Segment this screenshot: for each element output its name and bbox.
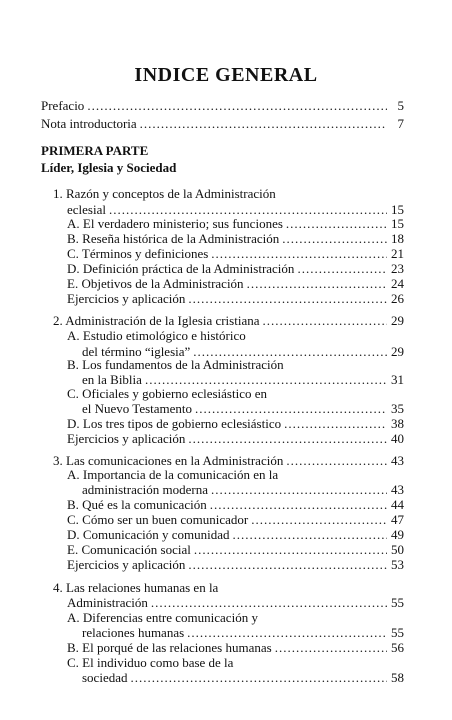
toc-entry-page: 21: [391, 246, 404, 261]
dot-leader: [247, 276, 387, 291]
toc-entry: [67, 416, 404, 431]
toc-entry-label: A. Diferencias entre comunicación y: [67, 610, 258, 625]
toc-entry-page: 55: [391, 625, 404, 640]
chapter-title: 4. Las relaciones humanas en la: [53, 580, 219, 595]
dot-leader: [188, 557, 387, 572]
toc-entry-page: 43: [391, 482, 404, 497]
toc-entry-label: administración moderna: [82, 482, 208, 497]
toc-entry-label: A. El verdadero ministerio; sus funciones: [67, 216, 283, 231]
part-heading: PRIMERA PARTE: [41, 143, 149, 158]
chapter-title: 2. Administración de la Iglesia cristiana: [53, 313, 260, 328]
toc-entry-page: 31: [391, 372, 404, 387]
toc-entry-page: 15: [391, 202, 404, 217]
toc-entry-label: Ejercicios y aplicación: [67, 431, 186, 446]
chapter-title-cont: eclesial: [67, 202, 106, 217]
toc-entry: [82, 372, 404, 387]
toc-entry-page: 7: [397, 116, 404, 131]
toc-entry-label: en la Biblia: [82, 372, 142, 387]
dot-leader: [232, 527, 387, 542]
dot-leader: [145, 372, 387, 387]
toc-entry-label: A. Importancia de la comunicación en la: [67, 467, 279, 482]
dot-leader: [188, 431, 387, 446]
toc-entry: [67, 497, 404, 512]
toc-entry-page: 50: [391, 542, 404, 557]
toc-entry-label: B. Reseña histórica de la Administración: [67, 231, 280, 246]
toc-entry-page: 29: [391, 344, 404, 359]
toc-entry: [67, 216, 404, 231]
toc-entry-page: 24: [391, 276, 404, 291]
dot-leader: [211, 482, 387, 497]
part-subtitle: Líder, Iglesia y Sociedad: [41, 160, 177, 175]
dot-leader: [188, 291, 387, 306]
dot-leader: [130, 670, 387, 685]
dot-leader: [109, 202, 387, 217]
dot-leader: [275, 640, 387, 655]
toc-entry: [67, 231, 404, 246]
dot-leader: [282, 231, 387, 246]
toc-entry: [67, 640, 404, 655]
toc-entry-label: C. Oficiales y gobierno eclesiástico en: [67, 386, 267, 401]
toc-entry: [67, 291, 404, 306]
chapter-title-line: [53, 453, 404, 468]
toc-entry: [82, 625, 404, 640]
dot-leader: [195, 401, 387, 416]
dot-leader: [187, 625, 387, 640]
toc-entry-page: 56: [391, 640, 404, 655]
toc-entry-label: relaciones humanas: [82, 625, 185, 640]
dot-leader: [140, 116, 387, 131]
chapter-title: 1. Razón y conceptos de la Administración: [53, 186, 276, 201]
dot-leader: [286, 453, 387, 468]
toc-entry-preface: [41, 98, 404, 113]
dot-leader: [263, 313, 388, 328]
toc-entry-label: Ejercicios y aplicación: [67, 557, 186, 572]
toc-entry-label: C. Cómo ser un buen comunicador: [67, 512, 249, 527]
toc-entry-page: 40: [391, 431, 404, 446]
toc-entry-label: D. Definición práctica de la Administración: [67, 261, 295, 276]
dot-leader: [210, 497, 387, 512]
chapter-title: 3. Las comunicaciones en la Administración: [53, 453, 284, 468]
toc-entry-label: del término “iglesia”: [82, 344, 191, 359]
toc-entry-page: 38: [391, 416, 404, 431]
dot-leader: [297, 261, 387, 276]
toc-entry-page: 49: [391, 527, 404, 542]
toc-entry-page: 44: [391, 497, 404, 512]
toc-entry: [67, 246, 404, 261]
toc-entry-label: D. Comunicación y comunidad: [67, 527, 230, 542]
toc-entry: [82, 670, 404, 685]
chapter-title-line: [67, 202, 404, 217]
toc-entry-page: 35: [391, 401, 404, 416]
chapter-title-line: [67, 595, 404, 610]
toc-entry: [67, 527, 404, 542]
toc-entry: [67, 512, 404, 527]
toc-entry-page: 29: [391, 313, 404, 328]
toc-entry-label: B. Qué es la comunicación: [67, 497, 207, 512]
chapter-title-cont: Administración: [67, 595, 148, 610]
toc-entry-page: 53: [391, 557, 404, 572]
toc-entry-label: C. El individuo como base de la: [67, 655, 234, 670]
toc-entry-label: C. Términos y definiciones: [67, 246, 209, 261]
dot-leader: [251, 512, 387, 527]
toc-entry-label: B. Los fundamentos de la Administración: [67, 357, 284, 372]
toc-entry-label: Nota introductoria: [41, 116, 137, 131]
dot-leader: [284, 416, 387, 431]
toc-entry: [67, 261, 404, 276]
page-title: INDICE GENERAL: [134, 64, 318, 86]
toc-entry-page: 15: [391, 216, 404, 231]
toc-entry-label: D. Los tres tipos de gobierno eclesiástico: [67, 416, 282, 431]
toc-entry-label: Prefacio: [41, 98, 85, 113]
toc-entry-page: 58: [391, 670, 404, 685]
toc-entry: [82, 401, 404, 416]
dot-leader: [211, 246, 387, 261]
toc-entry: [67, 542, 404, 557]
toc-entry-label: Ejercicios y aplicación: [67, 291, 186, 306]
toc-entry-page: 23: [391, 261, 404, 276]
toc-entry-label: A. Estudio etimológico e histórico: [67, 328, 246, 343]
toc-entry-label: sociedad: [82, 670, 128, 685]
toc-entry-label: el Nuevo Testamento: [82, 401, 193, 416]
dot-leader: [194, 542, 387, 557]
toc-entry-page: 18: [391, 231, 404, 246]
dot-leader: [151, 595, 387, 610]
toc-entry-intro-note: [41, 116, 404, 131]
toc-entry: [67, 276, 404, 291]
toc-entry-page: 47: [391, 512, 404, 527]
dot-leader: [87, 98, 387, 113]
toc-entry: [82, 482, 404, 497]
toc-entry-page: 5: [397, 98, 404, 113]
toc-entry-page: 26: [391, 291, 404, 306]
toc-entry-label: E. Objetivos de la Administración: [67, 276, 244, 291]
toc-entry-page: 43: [391, 453, 404, 468]
toc-entry: [67, 557, 404, 572]
toc-entry-label: B. El porqué de las relaciones humanas: [67, 640, 272, 655]
dot-leader: [286, 216, 387, 231]
toc-entry-label: E. Comunicación social: [67, 542, 191, 557]
chapter-title-line: [53, 313, 404, 328]
toc-entry-page: 55: [391, 595, 404, 610]
toc-entry: [67, 431, 404, 446]
